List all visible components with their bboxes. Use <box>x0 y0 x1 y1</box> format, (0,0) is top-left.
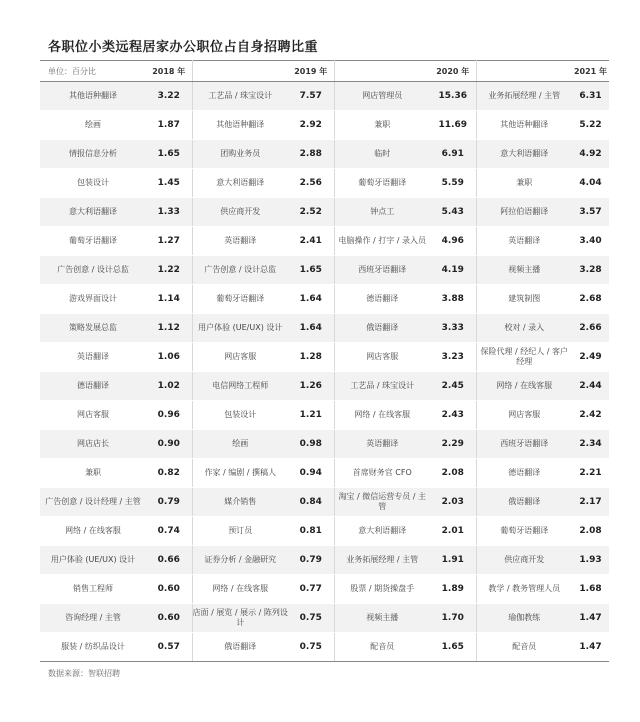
year-header-2020: 2020 年 <box>430 61 476 82</box>
value-2021-cell: 2.42 <box>572 401 609 430</box>
job-2018-cell: 用户体验 (UE/UX) 设计 <box>40 546 146 575</box>
job-2021-cell: 阿拉伯语翻译 <box>476 198 572 227</box>
job-2021-cell: 教学 / 教务管理人员 <box>476 575 572 604</box>
table-body <box>40 82 609 662</box>
value-2019-cell: 1.21 <box>288 401 334 430</box>
table-row <box>40 372 609 401</box>
job-2021-cell: 其他语种翻译 <box>476 111 572 140</box>
value-2020-cell: 15.36 <box>430 82 476 111</box>
value-2021-cell: 3.40 <box>572 227 609 256</box>
job-2018-cell: 广告创意 / 设计总监 <box>40 256 146 285</box>
value-2019-cell: 2.88 <box>288 140 334 169</box>
value-2021-cell: 1.47 <box>572 604 609 633</box>
value-2018-cell: 0.96 <box>146 401 192 430</box>
job-2020-cell: 业务拓展经理 / 主管 <box>334 546 430 575</box>
job-2019-cell: 其他语种翻译 <box>192 111 288 140</box>
table-row <box>40 575 609 604</box>
job-2021-cell: 西班牙语翻译 <box>476 430 572 459</box>
job-2020-cell: 意大利语翻译 <box>334 517 430 546</box>
table-row <box>40 633 609 662</box>
page-title: 各职位小类远程居家办公职位占自身招聘比重 <box>48 40 319 55</box>
value-2018-cell: 3.22 <box>146 82 192 111</box>
value-2018-cell: 1.65 <box>146 140 192 169</box>
data-source: 数据来源：智联招聘 <box>48 669 120 678</box>
job-2021-cell: 建筑制图 <box>476 285 572 314</box>
value-2021-cell: 1.47 <box>572 633 609 662</box>
table-row <box>40 82 609 111</box>
value-2018-cell: 1.12 <box>146 314 192 343</box>
value-2021-cell: 2.44 <box>572 372 609 401</box>
job-2018-cell: 服装 / 纺织品设计 <box>40 633 146 662</box>
job-2020-cell: 配音员 <box>334 633 430 662</box>
value-2021-cell: 2.68 <box>572 285 609 314</box>
value-2019-cell: 2.92 <box>288 111 334 140</box>
value-2019-cell: 0.75 <box>288 633 334 662</box>
value-2020-cell: 1.91 <box>430 546 476 575</box>
job-2020-cell: 西班牙语翻译 <box>334 256 430 285</box>
job-2020-cell: 德语翻译 <box>334 285 430 314</box>
job-2019-cell: 供应商开发 <box>192 198 288 227</box>
value-2021-cell: 5.22 <box>572 111 609 140</box>
value-2021-cell: 2.49 <box>572 343 609 372</box>
job-2019-cell: 作家 / 编剧 / 撰稿人 <box>192 459 288 488</box>
job-2020-cell: 股票 / 期货操盘手 <box>334 575 430 604</box>
value-2021-cell: 3.57 <box>572 198 609 227</box>
value-2020-cell: 3.33 <box>430 314 476 343</box>
job-2018-cell: 游戏界面设计 <box>40 285 146 314</box>
value-2020-cell: 3.88 <box>430 285 476 314</box>
value-2020-cell: 5.59 <box>430 169 476 198</box>
job-2020-cell: 视频主播 <box>334 604 430 633</box>
job-2021-cell: 供应商开发 <box>476 546 572 575</box>
job-2021-cell: 意大利语翻译 <box>476 140 572 169</box>
job-2021-cell: 俄语翻译 <box>476 488 572 517</box>
value-2019-cell: 1.65 <box>288 256 334 285</box>
job-2018-cell: 网络 / 在线客服 <box>40 517 146 546</box>
table-row <box>40 546 609 575</box>
value-2020-cell: 3.23 <box>430 343 476 372</box>
job-2019-cell: 用户体验 (UE/UX) 设计 <box>192 314 288 343</box>
job-2019-cell: 英语翻译 <box>192 227 288 256</box>
job-2018-cell: 意大利语翻译 <box>40 198 146 227</box>
value-2019-cell: 0.98 <box>288 430 334 459</box>
value-2019-cell: 0.94 <box>288 459 334 488</box>
job-2019-cell: 包装设计 <box>192 401 288 430</box>
table-row <box>40 111 609 140</box>
year-header-2018: 2018 年 <box>146 61 192 82</box>
job-2021-cell: 网络 / 在线客服 <box>476 372 572 401</box>
job-2018-cell: 网店店长 <box>40 430 146 459</box>
job-2020-cell: 临时 <box>334 140 430 169</box>
job-2019-cell: 绘画 <box>192 430 288 459</box>
job-2019-cell: 媒介销售 <box>192 488 288 517</box>
value-2018-cell: 1.87 <box>146 111 192 140</box>
job-2020-cell: 首席财务官 CFO <box>334 459 430 488</box>
value-2021-cell: 2.21 <box>572 459 609 488</box>
job-2019-cell: 预订员 <box>192 517 288 546</box>
job-2018-cell: 葡萄牙语翻译 <box>40 227 146 256</box>
job-2018-cell: 绘画 <box>40 111 146 140</box>
job-2021-cell: 葡萄牙语翻译 <box>476 517 572 546</box>
job-2021-cell: 配音员 <box>476 633 572 662</box>
value-2018-cell: 0.79 <box>146 488 192 517</box>
job-2021-cell: 视频主播 <box>476 256 572 285</box>
table-row <box>40 314 609 343</box>
value-2019-cell: 0.77 <box>288 575 334 604</box>
value-2020-cell: 4.19 <box>430 256 476 285</box>
value-2021-cell: 2.34 <box>572 430 609 459</box>
job-2019-cell: 证券分析 / 金融研究 <box>192 546 288 575</box>
job-2020-cell: 俄语翻译 <box>334 314 430 343</box>
table-row <box>40 140 609 169</box>
unit-label: 单位：百分比 <box>40 61 146 82</box>
value-2020-cell: 2.03 <box>430 488 476 517</box>
value-2020-cell: 2.29 <box>430 430 476 459</box>
value-2020-cell: 2.43 <box>430 401 476 430</box>
value-2021-cell: 1.93 <box>572 546 609 575</box>
job-2021-cell: 瑜伽教练 <box>476 604 572 633</box>
value-2019-cell: 2.56 <box>288 169 334 198</box>
job-2020-cell: 钟点工 <box>334 198 430 227</box>
table-row <box>40 343 609 372</box>
job-2020-cell: 淘宝 / 微信运营专员 / 主管 <box>334 488 430 517</box>
job-2021-cell: 兼职 <box>476 169 572 198</box>
job-2019-cell: 广告创意 / 设计总监 <box>192 256 288 285</box>
job-2021-cell: 业务拓展经理 / 主管 <box>476 82 572 111</box>
job-2018-cell: 德语翻译 <box>40 372 146 401</box>
value-2020-cell: 2.08 <box>430 459 476 488</box>
job-2018-cell: 广告创意 / 设计经理 / 主管 <box>40 488 146 517</box>
job-2021-cell: 网店客服 <box>476 401 572 430</box>
job-2018-cell: 策略发展总监 <box>40 314 146 343</box>
job-2018-cell: 英语翻译 <box>40 343 146 372</box>
value-2021-cell: 1.68 <box>572 575 609 604</box>
value-2021-cell: 4.92 <box>572 140 609 169</box>
job-2021-cell: 德语翻译 <box>476 459 572 488</box>
value-2018-cell: 1.45 <box>146 169 192 198</box>
job-2020-cell: 网络 / 在线客服 <box>334 401 430 430</box>
value-2018-cell: 0.90 <box>146 430 192 459</box>
value-2021-cell: 6.31 <box>572 82 609 111</box>
job-2018-cell: 包装设计 <box>40 169 146 198</box>
value-2018-cell: 1.14 <box>146 285 192 314</box>
value-2019-cell: 1.64 <box>288 314 334 343</box>
job-2020-cell: 网店管理员 <box>334 82 430 111</box>
value-2020-cell: 1.65 <box>430 633 476 662</box>
job-2020-cell: 英语翻译 <box>334 430 430 459</box>
value-2021-cell: 2.66 <box>572 314 609 343</box>
value-2019-cell: 2.52 <box>288 198 334 227</box>
value-2021-cell: 2.17 <box>572 488 609 517</box>
value-2020-cell: 4.96 <box>430 227 476 256</box>
value-2020-cell: 2.01 <box>430 517 476 546</box>
table-row <box>40 517 609 546</box>
table-row <box>40 488 609 517</box>
value-2019-cell: 1.26 <box>288 372 334 401</box>
value-2019-cell: 1.64 <box>288 285 334 314</box>
value-2018-cell: 1.22 <box>146 256 192 285</box>
value-2018-cell: 0.60 <box>146 575 192 604</box>
job-2018-cell: 兼职 <box>40 459 146 488</box>
value-2021-cell: 3.28 <box>572 256 609 285</box>
value-2020-cell: 1.70 <box>430 604 476 633</box>
job-2018-cell: 网店客服 <box>40 401 146 430</box>
value-2018-cell: 0.66 <box>146 546 192 575</box>
value-2021-cell: 2.08 <box>572 517 609 546</box>
table-header-row <box>40 61 609 82</box>
job-2021-cell: 保险代理 / 经纪人 / 客户经理 <box>476 343 572 372</box>
value-2019-cell: 2.41 <box>288 227 334 256</box>
job-2019-cell: 工艺品 / 珠宝设计 <box>192 82 288 111</box>
year-header-2019: 2019 年 <box>288 61 334 82</box>
job-2021-cell: 英语翻译 <box>476 227 572 256</box>
table-row <box>40 430 609 459</box>
job-2019-cell: 意大利语翻译 <box>192 169 288 198</box>
value-2018-cell: 0.74 <box>146 517 192 546</box>
job-2020-cell: 电脑操作 / 打字 / 录入员 <box>334 227 430 256</box>
value-2020-cell: 6.91 <box>430 140 476 169</box>
job-2018-cell: 其他语种翻译 <box>40 82 146 111</box>
table-row <box>40 198 609 227</box>
job-2019-cell: 电信网络工程师 <box>192 372 288 401</box>
job-2019-cell: 俄语翻译 <box>192 633 288 662</box>
value-2018-cell: 0.82 <box>146 459 192 488</box>
value-2018-cell: 0.60 <box>146 604 192 633</box>
value-2019-cell: 7.57 <box>288 82 334 111</box>
value-2020-cell: 2.45 <box>430 372 476 401</box>
ranking-table <box>40 60 609 662</box>
value-2020-cell: 1.89 <box>430 575 476 604</box>
table-row <box>40 227 609 256</box>
job-2021-cell: 校对 / 录入 <box>476 314 572 343</box>
value-2019-cell: 0.75 <box>288 604 334 633</box>
job-2019-cell: 网络 / 在线客服 <box>192 575 288 604</box>
value-2019-cell: 0.79 <box>288 546 334 575</box>
value-2018-cell: 0.57 <box>146 633 192 662</box>
value-2020-cell: 11.69 <box>430 111 476 140</box>
table-row <box>40 169 609 198</box>
job-2020-cell: 兼职 <box>334 111 430 140</box>
value-2021-cell: 4.04 <box>572 169 609 198</box>
job-2019-cell: 团购业务员 <box>192 140 288 169</box>
job-2019-cell: 网店客服 <box>192 343 288 372</box>
value-2020-cell: 5.43 <box>430 198 476 227</box>
table-row <box>40 459 609 488</box>
value-2019-cell: 1.28 <box>288 343 334 372</box>
value-2018-cell: 1.06 <box>146 343 192 372</box>
job-2018-cell: 咨询经理 / 主管 <box>40 604 146 633</box>
table-row <box>40 285 609 314</box>
value-2018-cell: 1.27 <box>146 227 192 256</box>
table-row <box>40 401 609 430</box>
job-2020-cell: 葡萄牙语翻译 <box>334 169 430 198</box>
job-2018-cell: 情报信息分析 <box>40 140 146 169</box>
table-row <box>40 256 609 285</box>
table-row <box>40 604 609 633</box>
value-2019-cell: 0.81 <box>288 517 334 546</box>
value-2019-cell: 0.84 <box>288 488 334 517</box>
year-header-2021: 2021 年 <box>572 61 609 82</box>
job-2018-cell: 销售工程师 <box>40 575 146 604</box>
value-2018-cell: 1.02 <box>146 372 192 401</box>
job-2019-cell: 店面 / 展览 / 展示 / 陈列设计 <box>192 604 288 633</box>
job-2020-cell: 网店客服 <box>334 343 430 372</box>
value-2018-cell: 1.33 <box>146 198 192 227</box>
job-2020-cell: 工艺品 / 珠宝设计 <box>334 372 430 401</box>
job-2019-cell: 葡萄牙语翻译 <box>192 285 288 314</box>
